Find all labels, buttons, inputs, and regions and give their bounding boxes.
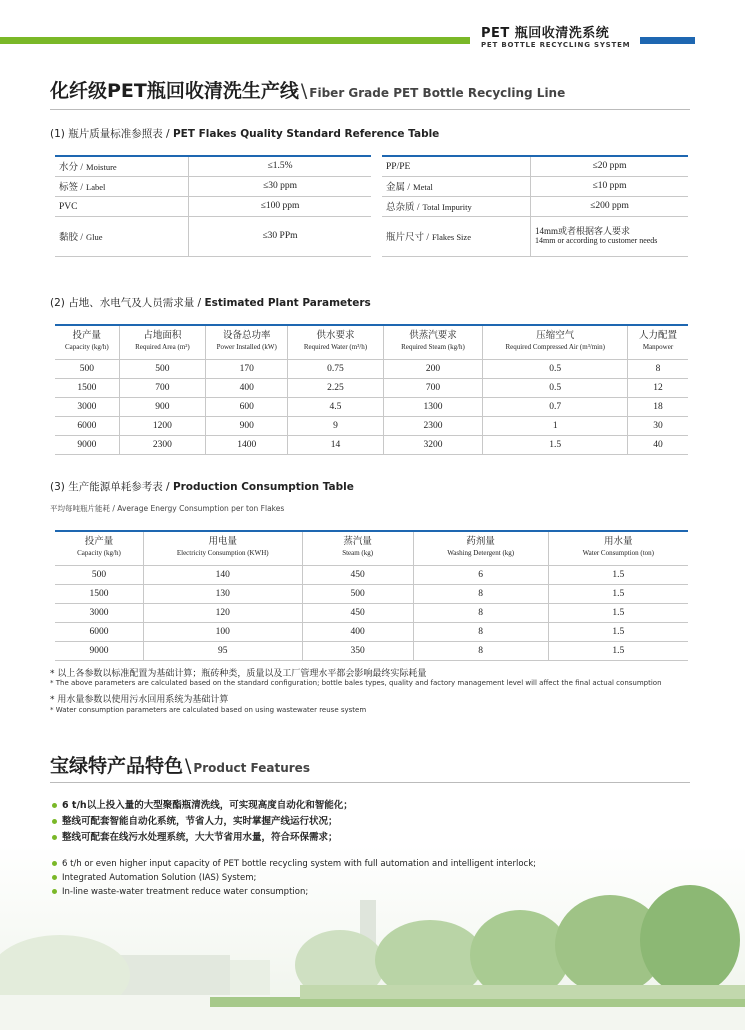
- title-divider: [50, 109, 690, 110]
- table-header-row: [55, 531, 688, 565]
- quality-table-left: [55, 155, 371, 257]
- table-cell: 100: [143, 622, 302, 641]
- feature-cn-2: 整线可配套智能自动化系统，节省人力，实时掌握产线运行状况；: [52, 813, 338, 827]
- page-title-en: Fiber Grade PET Bottle Recycling Line: [309, 86, 566, 100]
- consumption-table: [55, 530, 688, 661]
- quality-row: [55, 196, 371, 216]
- section3-title: [50, 479, 354, 494]
- section3-title-en: Production Consumption Table: [172, 481, 354, 493]
- table-cell: 40: [628, 435, 688, 454]
- quality-row: [55, 216, 371, 256]
- table-cell: 1500: [55, 378, 119, 397]
- quality-table-right: [382, 155, 688, 257]
- table-row: [55, 565, 688, 584]
- feature-en-2: Integrated Automation Solution (IAS) System;: [52, 873, 256, 883]
- table-row: [55, 378, 688, 397]
- table-cell: 900: [119, 397, 206, 416]
- column-header: 蒸汽量 Steam (kg): [302, 531, 413, 565]
- table-cell: 1300: [383, 397, 483, 416]
- table-cell: 9: [288, 416, 383, 435]
- table-cell: 400: [302, 622, 413, 641]
- table-cell: 1.5: [548, 565, 688, 584]
- table-row: [55, 416, 688, 435]
- table-cell: 8: [628, 359, 688, 378]
- section2-title-cn: (2) 占地、水电气及人员需求量 /: [50, 297, 202, 309]
- bullet-icon: [52, 861, 57, 866]
- table-cell: 900: [206, 416, 288, 435]
- quality-item-label: 金属 / Metal: [382, 176, 531, 196]
- quality-row: [55, 176, 371, 196]
- table-row: [55, 359, 688, 378]
- table-cell: 0.5: [483, 359, 628, 378]
- quality-item-label: 黏胶 / Glue: [55, 216, 189, 256]
- note-2-en: * Water consumption parameters are calculated based on using wastewater reuse system: [50, 706, 367, 714]
- feature-cn-1: 6 t/h以上投入量的大型聚酯瓶清洗线，可实现高度自动化和智能化；: [52, 797, 353, 811]
- quality-item-label: 水分 / Moisture: [55, 156, 189, 176]
- column-header: 人力配置 Manpower: [628, 325, 688, 359]
- section3-title-cn: (3) 生产能源单耗参考表 /: [50, 481, 170, 493]
- table-cell: 9000: [55, 435, 119, 454]
- table-cell: 0.7: [483, 397, 628, 416]
- table-cell: 450: [302, 565, 413, 584]
- table-cell: 1400: [206, 435, 288, 454]
- quality-item-value: ≤200 ppm: [531, 196, 689, 216]
- table-cell: 350: [302, 641, 413, 660]
- table-cell: 2300: [119, 435, 206, 454]
- feature-cn-3: 整线可配套在线污水处理系统，大大节省用水量，符合环保需求；: [52, 829, 338, 843]
- table-cell: 1.5: [548, 584, 688, 603]
- table-row: [55, 584, 688, 603]
- table-cell: 700: [383, 378, 483, 397]
- table-cell: 8: [413, 584, 548, 603]
- quality-item-value: ≤100 ppm: [189, 196, 372, 216]
- quality-row: [382, 156, 688, 176]
- column-header: 供水要求 Required Water (m³/h): [288, 325, 383, 359]
- page-title: [50, 76, 565, 103]
- quality-item-label: 总杂质 / Total Impurity: [382, 196, 531, 216]
- table-cell: 2.25: [288, 378, 383, 397]
- table-cell: 120: [143, 603, 302, 622]
- section1-title-cn: (1) 瓶片质量标准参照表 /: [50, 128, 170, 140]
- quality-row: [382, 216, 688, 256]
- features-title-en: Product Features: [193, 761, 310, 775]
- feature-en-3: In-line waste-water treatment reduce water consumption;: [52, 887, 308, 897]
- table-cell: 500: [55, 359, 119, 378]
- quality-item-value: 14mm或者根据客人要求 14mm or according to customer needs: [531, 216, 689, 256]
- table-cell: 9000: [55, 641, 143, 660]
- features-title: [50, 751, 310, 778]
- table-cell: 4.5: [288, 397, 383, 416]
- table-cell: 1: [483, 416, 628, 435]
- section1-title: [50, 126, 439, 141]
- column-header: 药剂量 Washing Detergent (kg): [413, 531, 548, 565]
- table-cell: 95: [143, 641, 302, 660]
- plant-parameters-table: [55, 324, 688, 455]
- table-cell: 6000: [55, 622, 143, 641]
- quality-item-value: ≤1.5%: [189, 156, 372, 176]
- table-cell: 450: [302, 603, 413, 622]
- table-cell: 1.5: [548, 641, 688, 660]
- note-1-cn: * 以上各参数以标准配置为基础计算；瓶砖种类，质量以及工厂管理水平都会影响最终实际耗量: [50, 669, 427, 679]
- table-cell: 200: [383, 359, 483, 378]
- column-header: 用水量 Water Consumption (ton): [548, 531, 688, 565]
- header-blue-bar: [640, 37, 695, 44]
- table-cell: 6000: [55, 416, 119, 435]
- features-divider: [50, 782, 690, 783]
- table-cell: 1500: [55, 584, 143, 603]
- table-cell: 600: [206, 397, 288, 416]
- table-cell: 3000: [55, 603, 143, 622]
- quality-row: [382, 176, 688, 196]
- section2-title-en: Estimated Plant Parameters: [204, 297, 371, 309]
- table-cell: 18: [628, 397, 688, 416]
- table-cell: 3200: [383, 435, 483, 454]
- column-header: 投产量 Capacity (kg/h): [55, 531, 143, 565]
- header-title: PET 瓶回收清洗系统: [481, 26, 610, 41]
- table-cell: 8: [413, 622, 548, 641]
- table-cell: 500: [302, 584, 413, 603]
- quality-item-label: PP/PE: [382, 156, 531, 176]
- quality-row: [382, 196, 688, 216]
- column-header: 压缩空气 Required Compressed Air (m³/min): [483, 325, 628, 359]
- table-cell: 500: [119, 359, 206, 378]
- page-title-cn: 化纤级PET瓶回收清洗生产线: [50, 80, 299, 102]
- quality-item-value: ≤20 ppm: [531, 156, 689, 176]
- table-cell: 400: [206, 378, 288, 397]
- table-cell: 14: [288, 435, 383, 454]
- bullet-icon: [52, 819, 57, 824]
- table-cell: 30: [628, 416, 688, 435]
- table-cell: 0.5: [483, 378, 628, 397]
- note-2-cn: * 用水量参数以使用污水回用系统为基础计算: [50, 695, 229, 705]
- bullet-icon: [52, 875, 57, 880]
- table-cell: 1200: [119, 416, 206, 435]
- table-row: [55, 435, 688, 454]
- quality-item-label: 标签 / Label: [55, 176, 189, 196]
- features-title-cn: 宝绿特产品特色: [50, 755, 184, 777]
- table-cell: 1.5: [548, 622, 688, 641]
- table-cell: 6: [413, 565, 548, 584]
- table-cell: 0.75: [288, 359, 383, 378]
- quality-row: [55, 156, 371, 176]
- table-cell: 500: [55, 565, 143, 584]
- table-cell: 700: [119, 378, 206, 397]
- table-row: [55, 397, 688, 416]
- bullet-icon: [52, 835, 57, 840]
- bullet-icon: [52, 889, 57, 894]
- title-separator: \: [300, 80, 308, 102]
- column-header: 用电量 Electricity Consumption (KWH): [143, 531, 302, 565]
- features-title-separator: \: [185, 755, 192, 777]
- table-cell: 140: [143, 565, 302, 584]
- section2-title: [50, 295, 371, 310]
- table-cell: 8: [413, 603, 548, 622]
- table-cell: 130: [143, 584, 302, 603]
- column-header: 设备总功率 Power Installed (kW): [206, 325, 288, 359]
- table-cell: 8: [413, 641, 548, 660]
- table-cell: 12: [628, 378, 688, 397]
- feature-en-1: 6 t/h or even higher input capacity of PET bottle recycling system with full automation and intelligent interlock;: [52, 859, 536, 869]
- table-cell: 3000: [55, 397, 119, 416]
- quality-item-label: 瓶片尺寸 / Flakes Size: [382, 216, 531, 256]
- quality-item-label: PVC: [55, 196, 189, 216]
- quality-item-value: ≤30 ppm: [189, 176, 372, 196]
- table-cell: 170: [206, 359, 288, 378]
- table-cell: 1.5: [483, 435, 628, 454]
- section1-title-en: PET Flakes Quality Standard Reference Table: [172, 128, 440, 140]
- bullet-icon: [52, 803, 57, 808]
- header-subtitle: PET BOTTLE RECYCLING SYSTEM: [481, 41, 631, 49]
- table-row: [55, 622, 688, 641]
- table-row: [55, 641, 688, 660]
- quality-item-value: ≤30 PPm: [189, 216, 372, 256]
- column-header: 投产量 Capacity (kg/h): [55, 325, 119, 359]
- table-cell: 2300: [383, 416, 483, 435]
- table-cell: 1.5: [548, 603, 688, 622]
- column-header: 供蒸汽要求 Required Steam (kg/h): [383, 325, 483, 359]
- table-row: [55, 603, 688, 622]
- note-1-en: * The above parameters are calculated based on the standard configuration; bottle bales types, quality and factory management level will affect the final actual consumption: [50, 679, 662, 687]
- header-green-bar: [0, 37, 470, 44]
- table-header-row: [55, 325, 688, 359]
- quality-item-value: ≤10 ppm: [531, 176, 689, 196]
- section3-subtitle: 平均每吨瓶片能耗 / Average Energy Consumption per ton Flakes: [50, 504, 285, 513]
- column-header: 占地面积 Required Area (m²): [119, 325, 206, 359]
